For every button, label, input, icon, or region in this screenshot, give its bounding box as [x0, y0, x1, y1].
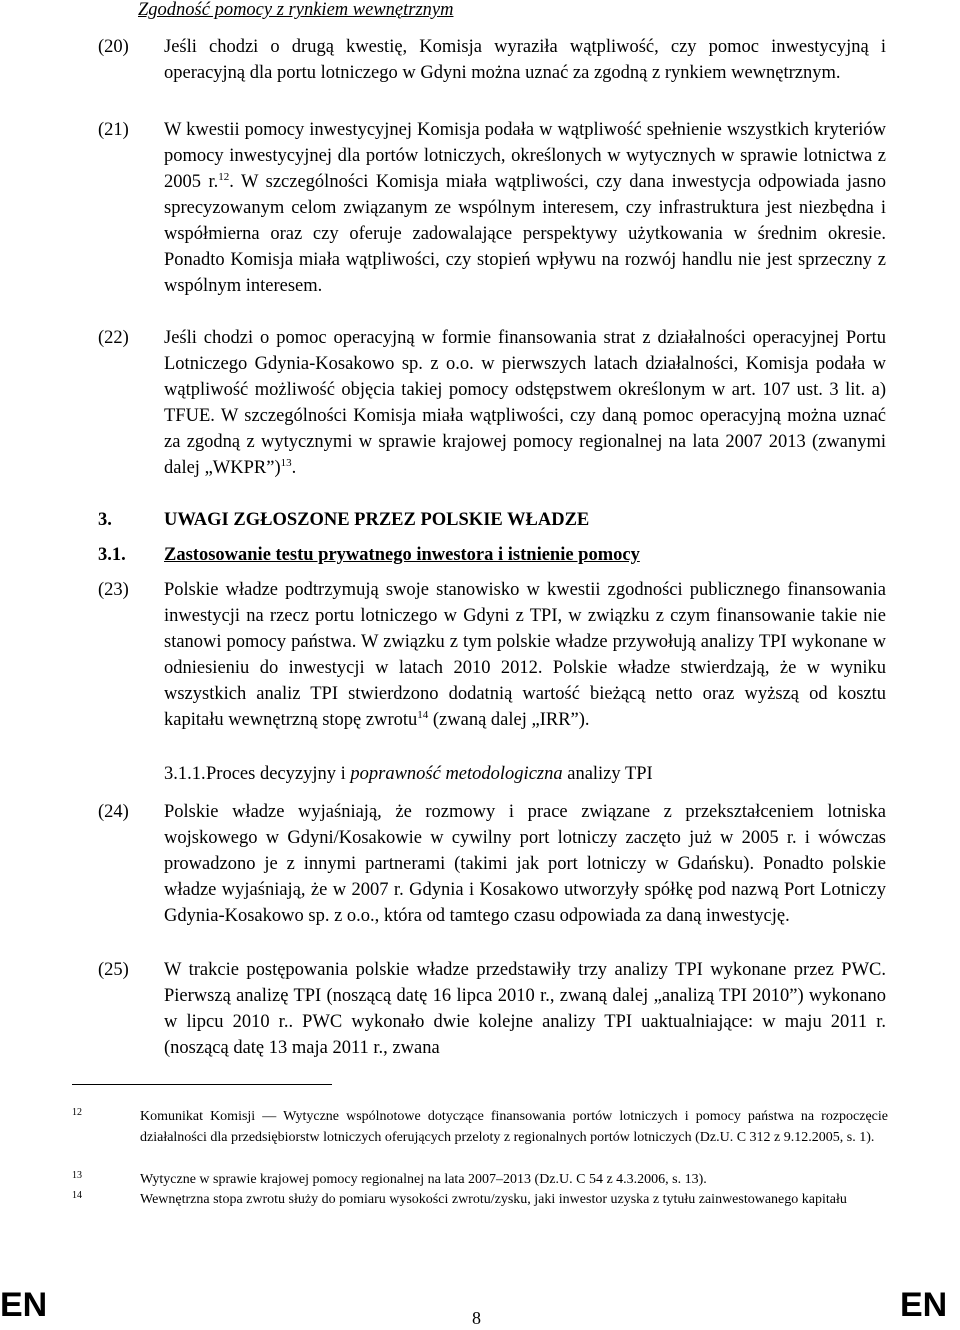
page-number: 8: [472, 1308, 481, 1328]
footnote-text: Wewnętrzna stopa zwrotu służy do pomiaru wysokości zwrotu/zysku, jaki inwestor uzyska z tytułu zainwestowanego kapitału: [140, 1192, 847, 1207]
paragraph-number: (23): [98, 580, 129, 600]
footnote-12: [72, 1106, 892, 1148]
section-3-heading: 3. UWAGI ZGŁOSZONE PRZEZ POLSKIE WŁADZE: [98, 510, 590, 530]
paragraph-text: Polskie władze wyjaśniają, że rozmowy i prace związane z przekształceniem lotniska wojskowego w Gdyni/Kosakowie w cywilny port lotniczy zaczęto już w 2005 r. i wówczas prowadzono je z innymi partnerami (takimi jak port lotniczy w Gdańsku). Ponadto polskie władze wyjaśniają, że w 2007 r. Gdynia i Kosakowo utworzyły spółkę pod nazwą Port Lotniczy Gdynia-Kosakowo sp. z o.o., która od tamtego czasu odpowiada za daną inwestycję.: [164, 802, 886, 926]
footnote-number: 13: [72, 1170, 82, 1181]
footnote-ref[interactable]: 13: [280, 456, 292, 469]
section-heading: Zgodność pomocy z rynkiem wewnętrznym: [138, 0, 454, 20]
footnote-14: [72, 1189, 892, 1210]
section-3-1-heading: 3.1. Zastosowanie testu prywatnego inwestora i istnienie pomocy: [98, 545, 640, 565]
paragraph-number: (20): [98, 37, 129, 57]
footnote-number: 12: [72, 1107, 82, 1118]
paragraph-23: [98, 577, 888, 733]
paragraph-25: [98, 957, 888, 1061]
footnote-ref[interactable]: 12: [218, 170, 230, 183]
paragraph-text: W trakcie postępowania polskie władze przedstawiły trzy analizy TPI wykonane przez PWC. Pierwszą analizę TPI (noszącą datę 16 lipca 2010 r., zwaną dalej „analizą TPI 2010”) wykonano w lipcu 2010 r.. PWC wykonało dwie kolejne analizy TPI uaktualniające: w maju 2011 r. (noszącą datę 13 maja 2011 r., zwana: [164, 960, 886, 1058]
footnote-13: [72, 1169, 892, 1190]
paragraph-number: (22): [98, 328, 129, 348]
paragraph-20: [98, 34, 888, 86]
footer-language-right: EN: [900, 1286, 948, 1324]
paragraph-number: (21): [98, 120, 129, 140]
footnote-number: 14: [72, 1190, 82, 1201]
paragraph-text: Polskie władze podtrzymują swoje stanowisko w kwestii zgodności publicznego finansowania inwestycji na rzecz portu lotniczego w Gdyni z TPI, w związku z czym finansowanie takie nie stanowi pomocy państwa. W związku z tym polskie władze przywołują analizy TPI wykonane w odniesieniu do inwestycji w latach 2010 2012. Polskie władze stwierdzają, że w wyniku wszystkich analiz TPI stwierdzono dodatnią wartość bieżącą netto oraz wyższą od kosztu kapitału wewnętrzną stopę zwrotu$^{14}$ (zwaną dalej „IRR”).: [164, 580, 886, 730]
footnote-ref[interactable]: 14: [417, 708, 429, 721]
paragraph-number: (24): [98, 802, 129, 822]
footnote-text: Komunikat Komisji — Wytyczne wspólnotowe dotyczące finansowania portów lotniczych i pomocy państwa na rozpoczęcie działalności dla przedsiębiorstw lotniczych oferujących przeloty z regionalnych portów lotniczych (Dz.U. C 312 z 9.12.2005, s. 1).: [140, 1109, 888, 1145]
paragraph-22: [98, 325, 888, 481]
footer-language-left: EN: [0, 1286, 48, 1324]
paragraph-text: Jeśli chodzi o drugą kwestię, Komisja wyraziła wątpliwość, czy pomoc inwestycyjną i operacyjną dla portu lotniczego w Gdyni można uznać za zgodną z rynkiem wewnętrznym.: [164, 37, 886, 83]
paragraph-number: (25): [98, 960, 129, 980]
paragraph-text: Jeśli chodzi o pomoc operacyjną w formie finansowania strat z działalności operacyjnej Portu Lotniczego Gdynia-Kosakowo sp. z o.o. w pierwszych latach działalności, Komisja podała w wątpliwość możliwość objęcia takiej pomocy odstępstwem określonym w art. 107 ust. 3 lit. a) TFUE. W szczególności Komisja miała wątpliwości, czy daną pomoc operacyjną można uznać za zgodną z wytycznymi w sprawie krajowej pomocy regionalnej na lata 2007 2013 (zwanymi dalej „WKPR”)$^{13}$.: [164, 328, 886, 478]
footnote-text: Wytyczne w sprawie krajowej pomocy regionalnej na lata 2007–2013 (Dz.U. C 54 z 4.3.2006, s. 13).: [140, 1172, 707, 1187]
paragraph-21: [98, 117, 888, 299]
footnote-divider: [72, 1084, 332, 1085]
paragraph-24: [98, 799, 888, 929]
paragraph-text: W kwestii pomocy inwestycyjnej Komisja podała w wątpliwość spełnienie wszystkich kryteriów pomocy inwestycyjnej dla portów lotniczych, określonych w wytycznych w sprawie lotnictwa z 2005 r.$^{12}$. W szczególności Komisja miała wątpliwości, czy dana inwestycja odpowiada jasno sprecyzowanym celom związanym ze wspólnym interesem, czy infrastruktura jest niezbędna i współmierna oraz czy oferuje zadowalające perspektywy użytkowania w średnim okresie. Ponadto Komisja miała wątpliwości, czy stopień wpływu na rozwój handlu nie jest sprzeczny z wspólnym interesem.: [164, 120, 886, 296]
section-3-1-1-heading: 3.1.1.Proces decyzyjny i poprawność metodologiczna analizy TPI: [164, 764, 653, 784]
